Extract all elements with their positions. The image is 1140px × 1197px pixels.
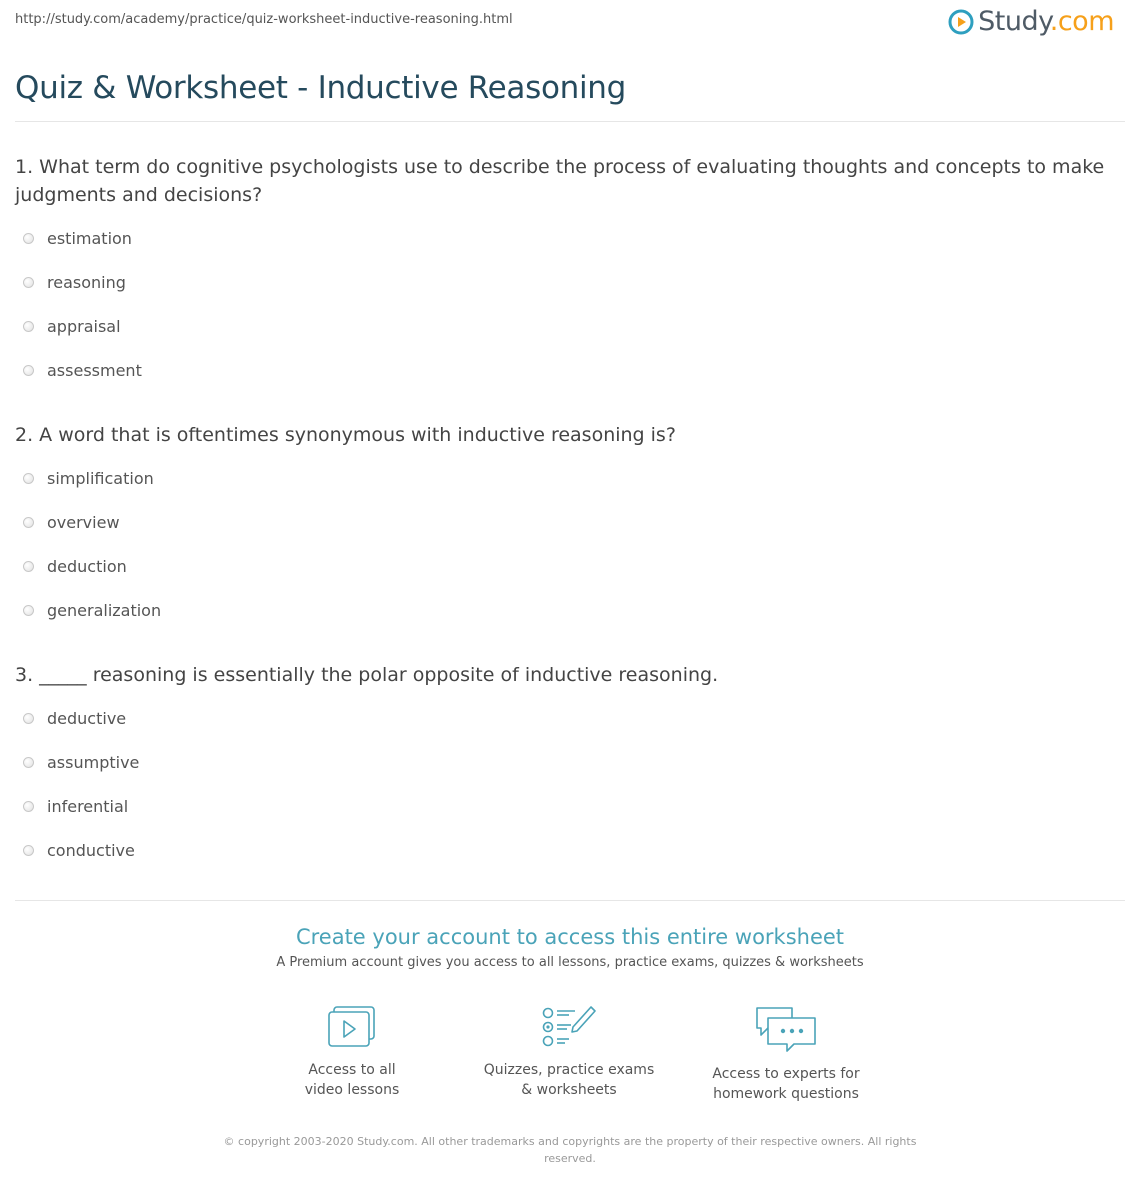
answer-label: inferential xyxy=(47,796,129,816)
answer-label: generalization xyxy=(47,600,162,620)
radio-button[interactable] xyxy=(23,517,34,528)
answer-label: estimation xyxy=(47,228,132,248)
radio-button[interactable] xyxy=(23,473,34,484)
feature-quizzes xyxy=(469,1004,669,1100)
question-text: 1. What term do cognitive psychologists use to describe the process of evaluating thoughts and concepts to make judgments and decisions? xyxy=(15,156,1105,206)
answer-label: assessment xyxy=(47,360,142,380)
answer-label: reasoning xyxy=(47,272,126,292)
page-title: Quiz & Worksheet - Inductive Reasoning xyxy=(15,70,627,106)
logo-dot: .com xyxy=(1049,6,1114,37)
video-lessons-icon xyxy=(325,1004,379,1050)
signup-cta xyxy=(0,925,1140,970)
feature-label: Quizzes, practice exams & worksheets xyxy=(483,1062,655,1098)
answer-label: simplification xyxy=(47,468,154,488)
radio-button[interactable] xyxy=(23,605,34,616)
answer-option[interactable] xyxy=(15,740,1115,784)
page-url: http://study.com/academy/practice/quiz-worksheet-inductive-reasoning.html xyxy=(15,12,513,27)
answer-options xyxy=(15,696,1115,872)
question-text: 2. A word that is oftentimes synonymous with inductive reasoning is? xyxy=(15,424,676,446)
feature-video-lessons xyxy=(252,1004,452,1100)
quiz-checklist-icon xyxy=(539,1004,599,1050)
copyright-text: © copyright 2003-2020 Study.com. All other trademarks and copyrights are the property of their respective owners. All rights reserved. xyxy=(223,1135,917,1165)
answer-options xyxy=(15,216,1115,392)
feature-label: Access to experts for homework questions xyxy=(712,1066,860,1102)
answer-option[interactable] xyxy=(15,348,1115,392)
answer-options xyxy=(15,456,1115,632)
answer-option[interactable] xyxy=(15,696,1115,740)
radio-button[interactable] xyxy=(23,801,34,812)
logo-text: Study xyxy=(978,6,1050,37)
cta-divider xyxy=(15,900,1125,901)
answer-option[interactable] xyxy=(15,544,1115,588)
footer-copyright xyxy=(0,1133,1140,1167)
answer-option[interactable] xyxy=(15,304,1115,348)
answer-label: deductive xyxy=(47,708,127,728)
answer-label: deduction xyxy=(47,556,127,576)
radio-button[interactable] xyxy=(23,845,34,856)
question-2 xyxy=(15,421,1115,632)
answer-option[interactable] xyxy=(15,828,1115,872)
answer-option[interactable] xyxy=(15,588,1115,632)
study-logo[interactable] xyxy=(948,6,1114,37)
answer-option[interactable] xyxy=(15,260,1115,304)
radio-button[interactable] xyxy=(23,561,34,572)
answer-option[interactable] xyxy=(15,500,1115,544)
radio-button[interactable] xyxy=(23,365,34,376)
radio-button[interactable] xyxy=(23,757,34,768)
question-1 xyxy=(15,153,1115,392)
question-text: 3. _____ reasoning is essentially the polar opposite of inductive reasoning. xyxy=(15,664,719,686)
play-circle-icon xyxy=(948,9,974,35)
answer-option[interactable] xyxy=(15,216,1115,260)
answer-option[interactable] xyxy=(15,784,1115,828)
title-divider xyxy=(15,121,1125,122)
answer-label: overview xyxy=(47,512,120,532)
cta-subtitle: A Premium account gives you access to all lessons, practice exams, quizzes & worksheets xyxy=(276,955,864,970)
question-3 xyxy=(15,661,1115,872)
cta-title[interactable]: Create your account to access this entire worksheet xyxy=(295,925,845,949)
answer-label: assumptive xyxy=(47,752,140,772)
radio-button[interactable] xyxy=(23,321,34,332)
feature-label: Access to all video lessons xyxy=(304,1062,400,1098)
radio-button[interactable] xyxy=(23,233,34,244)
radio-button[interactable] xyxy=(23,713,34,724)
answer-label: conductive xyxy=(47,840,135,860)
feature-experts xyxy=(686,1004,886,1104)
chat-bubbles-icon xyxy=(754,1004,818,1054)
radio-button[interactable] xyxy=(23,277,34,288)
answer-label: appraisal xyxy=(47,316,121,336)
answer-option[interactable] xyxy=(15,456,1115,500)
